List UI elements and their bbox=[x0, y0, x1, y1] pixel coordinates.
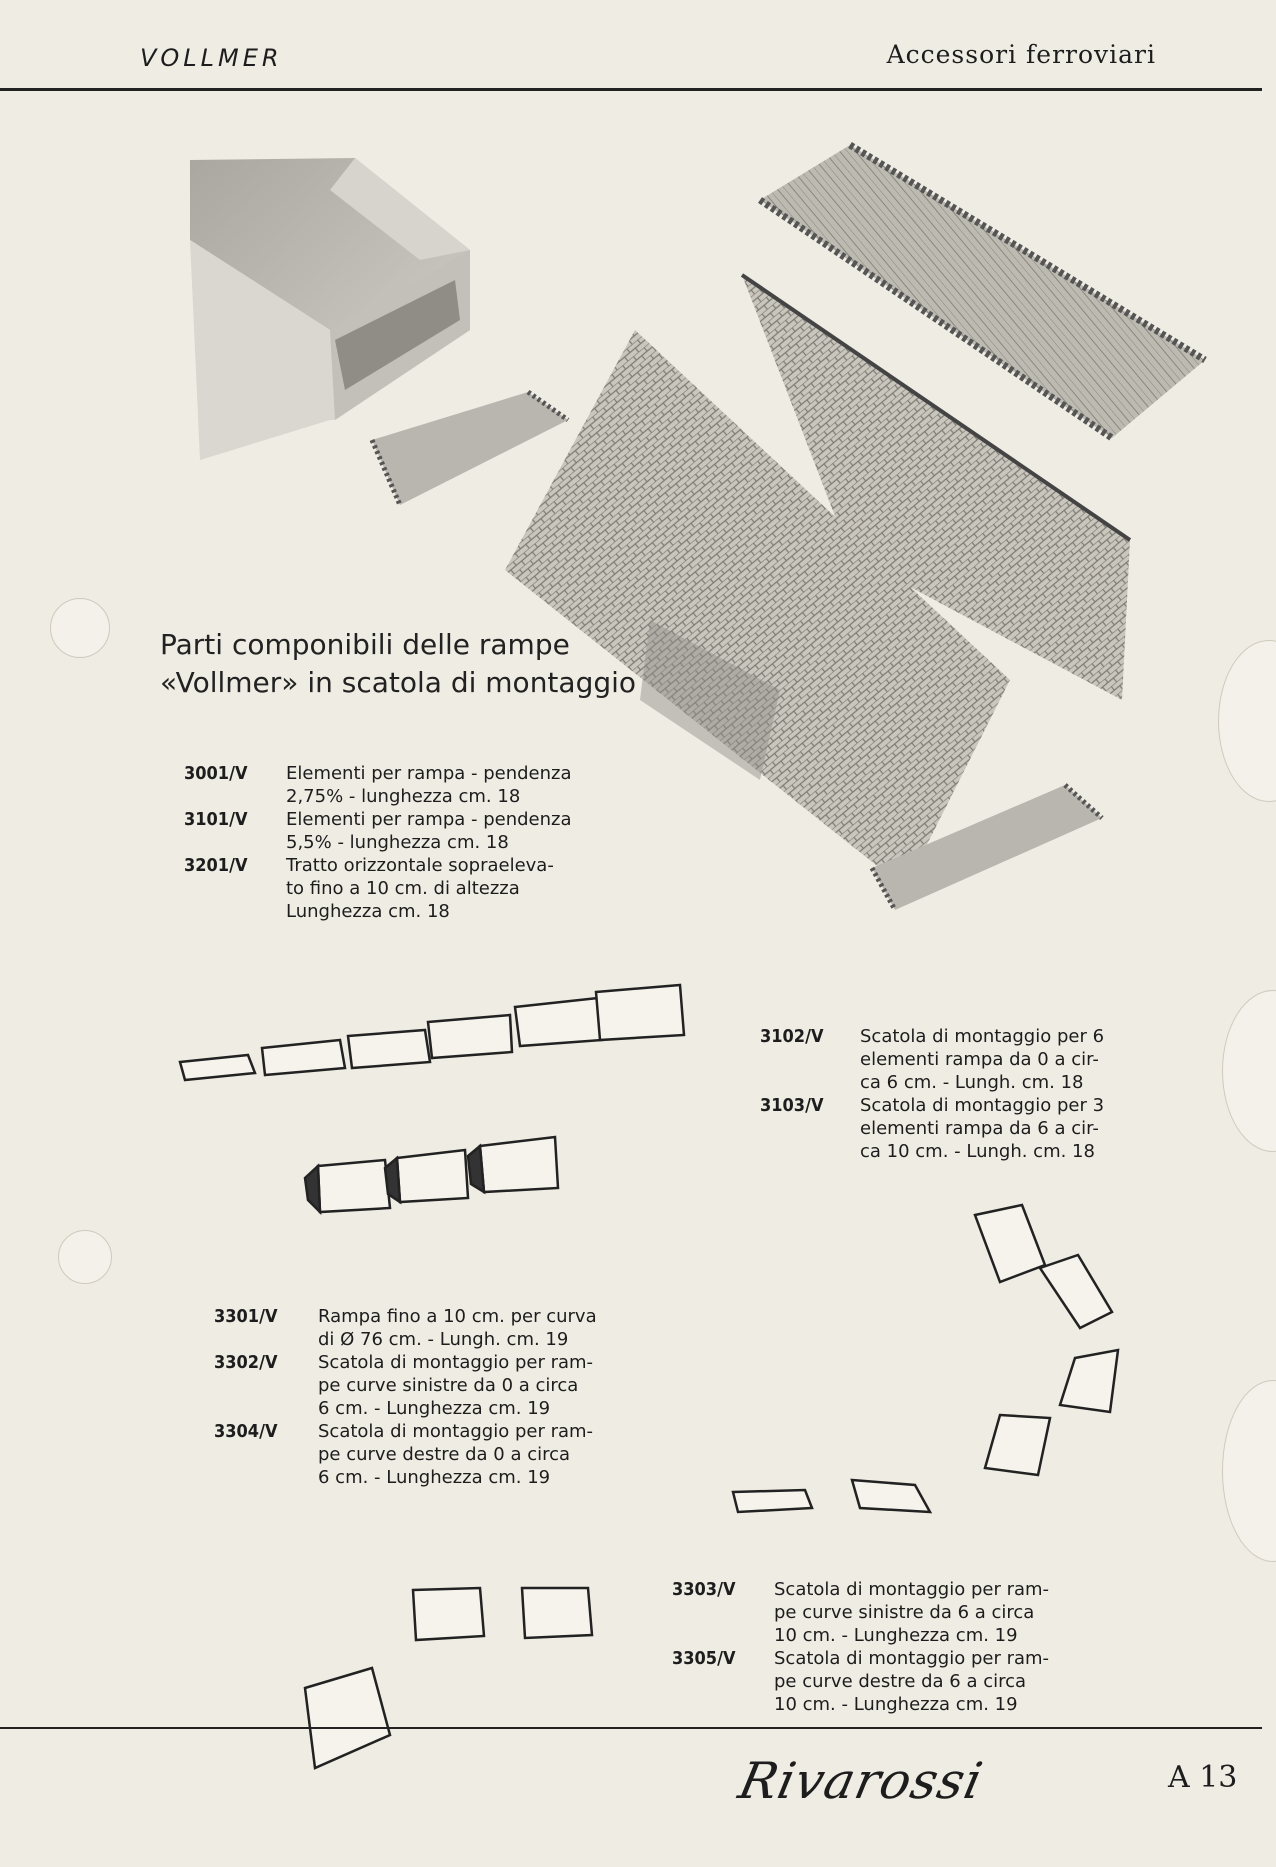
caption-line: Parti componibili delle rampe bbox=[160, 628, 570, 661]
curved-raised-row-illustration bbox=[305, 1588, 592, 1768]
entry-description: Elementi per rampa - pendenza 5,5% - lunghezza cm. 18 bbox=[286, 809, 572, 853]
entry-description: Scatola di montaggio per ram- pe curve sinistre da 6 a circa 10 cm. - Lunghezza cm. 19 bbox=[774, 1579, 1050, 1646]
entry-code: 3201/V bbox=[184, 855, 248, 876]
entry-description: Tratto orizzontale sopraeleva- to fino a 10 cm. di altezza Lunghezza cm. 18 bbox=[286, 855, 554, 922]
entry-description: Scatola di montaggio per ram- pe curve destre da 0 a circa 6 cm. - Lunghezza cm. 19 bbox=[318, 1421, 594, 1488]
catalog-entry bbox=[214, 1351, 597, 1420]
entry-list-curves bbox=[214, 1305, 597, 1489]
brand-name: VOLLMER bbox=[140, 44, 283, 72]
entry-description: Scatola di montaggio per ram- pe curve destre da 6 a circa 10 cm. - Lunghezza cm. 19 bbox=[774, 1648, 1050, 1715]
entry-code: 3304/V bbox=[214, 1421, 278, 1442]
entry-code: 3303/V bbox=[672, 1579, 736, 1600]
entry-list-boxes bbox=[760, 1025, 1104, 1163]
caption-line: «Vollmer» in scatola di montaggio bbox=[160, 666, 637, 699]
catalog-entry bbox=[760, 1025, 1104, 1094]
entry-description: Scatola di montaggio per ram- pe curve sinistre da 0 a circa 6 cm. - Lunghezza cm. 19 bbox=[318, 1352, 594, 1419]
footer-rule bbox=[0, 1727, 1262, 1729]
entry-description: Scatola di montaggio per 6 elementi rampa da 0 a cir- ca 6 cm. - Lungh. cm. 18 bbox=[860, 1026, 1105, 1093]
figure-caption bbox=[160, 626, 636, 702]
entry-description: Scatola di montaggio per 3 elementi rampa da 6 a cir- ca 10 cm. - Lungh. cm. 18 bbox=[860, 1095, 1105, 1162]
catalog-entry bbox=[214, 1305, 597, 1351]
entry-description: Elementi per rampa - pendenza 2,75% - lunghezza cm. 18 bbox=[286, 763, 572, 807]
entry-code: 3001/V bbox=[184, 763, 248, 784]
connector-illustration bbox=[372, 392, 568, 505]
page-number: A 13 bbox=[1168, 1760, 1238, 1795]
entry-code: 3301/V bbox=[214, 1306, 278, 1327]
publisher-logo: Rivarossi bbox=[733, 1752, 989, 1810]
catalog-entry bbox=[214, 1420, 597, 1489]
section-title: Accessori ferroviari bbox=[886, 40, 1156, 69]
entry-code: 3305/V bbox=[672, 1648, 736, 1669]
catalog-entry bbox=[184, 808, 572, 854]
entry-list-straight bbox=[184, 762, 572, 923]
entry-code: 3102/V bbox=[760, 1026, 824, 1047]
catalog-entry bbox=[760, 1094, 1104, 1163]
straight-ramp-row-illustration bbox=[180, 985, 684, 1080]
entry-code: 3302/V bbox=[214, 1352, 278, 1373]
entry-code: 3103/V bbox=[760, 1095, 824, 1116]
catalog-entry bbox=[184, 854, 572, 923]
curved-ramp-row-illustration bbox=[733, 1205, 1118, 1512]
entry-code: 3101/V bbox=[184, 809, 248, 830]
raised-ramp-row-illustration bbox=[305, 1137, 558, 1212]
entry-list-curves-high bbox=[672, 1578, 1049, 1716]
entry-description: Rampa fino a 10 cm. per curva di Ø 76 cm. - Lungh. cm. 19 bbox=[318, 1306, 597, 1350]
catalog-entry bbox=[672, 1578, 1049, 1647]
catalog-entry bbox=[672, 1647, 1049, 1716]
box-section-illustration bbox=[190, 158, 470, 460]
catalog-entry bbox=[184, 762, 572, 808]
